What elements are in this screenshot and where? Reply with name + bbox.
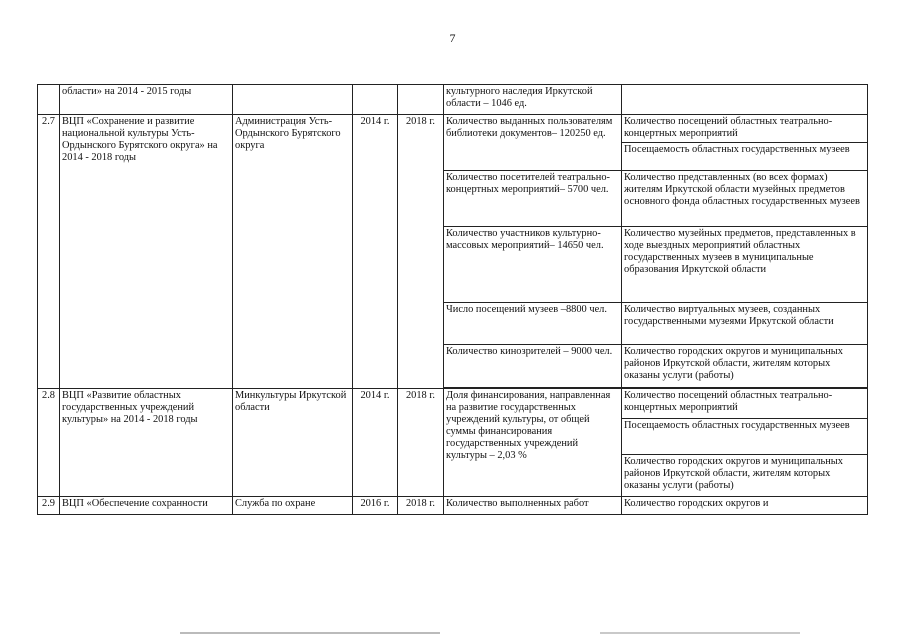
table-row-2-7	[38, 115, 868, 143]
cell-program: ВЦП «Развитие областных государственных учреждений культуры» на 2014 - 2018 годы	[60, 389, 233, 497]
cell-executor: Служба по охране	[233, 497, 353, 515]
cell-start: 2016 г.	[353, 497, 398, 515]
cell-end: 2018 г.	[398, 115, 444, 389]
cell-result: Количество посещений областных театрально-концертных мероприятий	[622, 389, 868, 419]
cell-end: 2018 г.	[398, 389, 444, 497]
cell-num: 2.8	[38, 389, 60, 497]
cell-start: 2014 г.	[353, 115, 398, 389]
cell-result: Количество городских округов и муниципальных районов Иркутской области, жителям которых оказаны услуги (работы)	[622, 455, 868, 497]
cell-indicator: Количество участников культурно-массовых мероприятий– 14650 чел.	[444, 227, 622, 303]
cell-indicator: Количество посетителей театрально-концертных мероприятий– 5700 чел.	[444, 171, 622, 227]
cell-end	[398, 85, 444, 115]
scan-artifact	[600, 632, 800, 634]
cell-num: 2.9	[38, 497, 60, 515]
cell-executor: Минкультуры Иркутской области	[233, 389, 353, 497]
page-number: 7	[449, 31, 456, 45]
cell-result: Количество музейных предметов, представленных в ходе выездных мероприятий областных государственных музеев в муниципальные образования Иркутской области	[622, 227, 868, 303]
program-table	[37, 84, 868, 515]
cell-end: 2018 г.	[398, 497, 444, 515]
cell-program: ВЦП «Сохранение и развитие национальной культуры Усть-Ордынского Бурятского округа» на 2014 - 2018 годы	[60, 115, 233, 389]
cell-result: Количество городских округов и муниципальных районов Иркутской области, жителям которых оказаны услуги (работы)	[622, 345, 868, 388]
scan-artifact	[180, 632, 440, 634]
cell-program: области» на 2014 - 2015 годы	[60, 85, 233, 115]
cell-indicator: Доля финансирования, направленная на развитие государственных учреждений культуры, от общей суммы финансирования государственных учреждений культуры – 2,03 %	[444, 389, 622, 497]
table-row-continuation	[38, 85, 868, 115]
cell-indicator: культурного наследия Иркутской области – 1046 ед.	[444, 85, 622, 115]
cell-num	[38, 85, 60, 115]
cell-result: Посещаемость областных государственных музеев	[622, 143, 868, 171]
cell-num: 2.7	[38, 115, 60, 389]
cell-result: Количество городских округов и	[622, 497, 868, 515]
table-row-2-9	[38, 497, 868, 515]
cell-result: Количество представленных (во всех формах) жителям Иркутской области музейных предметов основного фонда областных государственных музеев	[622, 171, 868, 227]
cell-executor	[233, 85, 353, 115]
cell-indicator: Количество кинозрителей – 9000 чел.	[444, 345, 622, 388]
cell-program: ВЦП «Обеспечение сохранности	[60, 497, 233, 515]
cell-start	[353, 85, 398, 115]
cell-result: Посещаемость областных государственных музеев	[622, 419, 868, 455]
cell-indicator: Число посещений музеев –8800 чел.	[444, 303, 622, 345]
cell-result: Количество виртуальных музеев, созданных государственными музеями Иркутской области	[622, 303, 868, 345]
cell-executor: Администрация Усть-Ордынского Бурятского округа	[233, 115, 353, 389]
cell-result	[622, 85, 868, 115]
cell-start: 2014 г.	[353, 389, 398, 497]
cell-indicator: Количество выполненных работ	[444, 497, 622, 515]
cell-indicator: Количество выданных пользователям библиотеки документов– 120250 ед.	[444, 115, 622, 171]
cell-result: Количество посещений областных театрально-концертных мероприятий	[622, 115, 868, 143]
table-row-2-8	[38, 389, 868, 419]
